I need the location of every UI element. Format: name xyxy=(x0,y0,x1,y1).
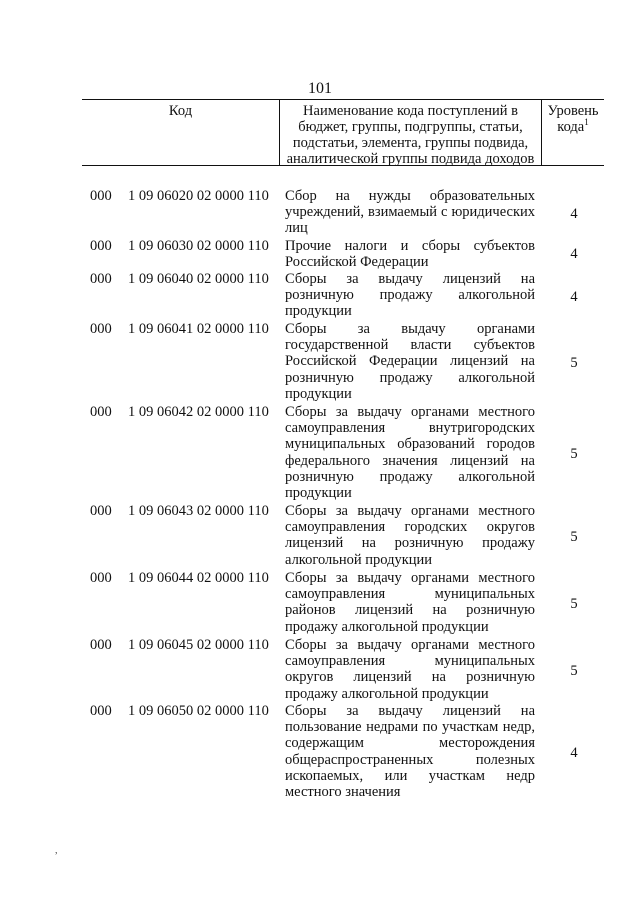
row-name-line: лиц xyxy=(285,220,308,237)
row-code: 1 09 06044 02 0000 110 xyxy=(128,570,269,586)
header-name-line: Наименование кода поступлений в xyxy=(303,103,518,119)
row-name xyxy=(285,238,535,270)
row-name-line: Сбор на нужды образовательных xyxy=(285,188,535,204)
row-name-line: муниципальных образований городов xyxy=(285,436,535,453)
row-code: 1 09 06020 02 0000 110 xyxy=(128,188,269,204)
row-name-line: розничную продажу алкогольной xyxy=(285,468,535,485)
row-admin-code: 000 xyxy=(90,238,112,254)
row-name-line: продажу алкогольной продукции xyxy=(285,618,489,635)
row-level: 5 xyxy=(570,529,578,545)
row-name-line: Сборы за выдачу органами местного xyxy=(285,503,535,519)
row-level: 5 xyxy=(570,355,578,371)
row-code: 1 09 06041 02 0000 110 xyxy=(128,321,269,337)
row-name xyxy=(285,637,535,702)
row-code: 1 09 06050 02 0000 110 xyxy=(128,703,269,719)
row-code: 1 09 06043 02 0000 110 xyxy=(128,503,269,519)
row-name xyxy=(285,404,535,501)
header-level-text: кода xyxy=(557,119,585,135)
row-name-line: Российской Федерации xyxy=(285,254,429,271)
row-name xyxy=(285,271,535,320)
row-level: 4 xyxy=(570,246,578,262)
row-level: 4 xyxy=(570,289,578,305)
row-name-line: пользование недрами по участкам недр, xyxy=(285,719,535,736)
header-level-line1: Уровень xyxy=(547,103,599,119)
row-name-line: Прочие налоги и сборы субъектов xyxy=(285,238,535,254)
row-name-line: продажу алкогольной продукции xyxy=(285,685,489,702)
row-name xyxy=(285,503,535,568)
row-name-line: продукции xyxy=(285,385,352,402)
row-name-line: Сборы за выдачу лицензий на xyxy=(285,271,535,287)
row-level: 4 xyxy=(570,206,578,222)
row-admin-code: 000 xyxy=(90,503,112,519)
row-name xyxy=(285,188,535,237)
row-level: 5 xyxy=(570,446,578,462)
row-admin-code: 000 xyxy=(90,703,112,719)
row-name-line: районов лицензий на розничную xyxy=(285,602,535,619)
row-name-line: розничную продажу алкогольной xyxy=(285,287,535,304)
header-code: Код xyxy=(82,100,280,165)
row-name-line: продукции xyxy=(285,303,352,320)
row-name xyxy=(285,703,535,800)
row-level: 5 xyxy=(570,596,578,612)
row-admin-code: 000 xyxy=(90,188,112,204)
row-name-line: самоуправления муниципальных xyxy=(285,586,535,603)
row-level: 5 xyxy=(570,663,578,679)
row-name-line: алкогольной продукции xyxy=(285,551,433,568)
row-name xyxy=(285,570,535,635)
row-name-line: учреждений, взимаемый с юридических xyxy=(285,204,535,221)
row-name-line: федерального значения лицензий на xyxy=(285,452,535,469)
page-number: 101 xyxy=(308,80,332,97)
row-code: 1 09 06042 02 0000 110 xyxy=(128,404,269,420)
row-name-line: ископаемых, или участкам недр xyxy=(285,767,535,784)
row-name-line: государственной власти субъектов xyxy=(285,337,535,354)
header-name-line: аналитической группы подвида доходов xyxy=(286,151,535,167)
row-admin-code: 000 xyxy=(90,570,112,586)
row-name-line: Сборы за выдачу органами xyxy=(285,321,535,337)
row-name-line: самоуправления муниципальных xyxy=(285,653,535,670)
row-code: 1 09 06045 02 0000 110 xyxy=(128,637,269,653)
row-name xyxy=(285,321,535,402)
row-name-line: продукции xyxy=(285,485,352,502)
row-admin-code: 000 xyxy=(90,271,112,287)
row-name-line: Сборы за выдачу органами местного xyxy=(285,637,535,653)
row-name-line: Сборы за выдачу органами местного xyxy=(285,404,535,420)
row-name-line: самоуправления внутригородских xyxy=(285,420,535,437)
header-level-footnote: 1 xyxy=(584,117,589,128)
row-admin-code: 000 xyxy=(90,321,112,337)
row-name-line: самоуправления городских округов xyxy=(285,519,535,536)
row-admin-code: 000 xyxy=(90,637,112,653)
row-name-line: розничную продажу алкогольной xyxy=(285,369,535,386)
scan-mark: , xyxy=(55,845,58,856)
row-name-line: местного значения xyxy=(285,784,401,801)
row-code: 1 09 06040 02 0000 110 xyxy=(128,271,269,287)
row-name-line: округов лицензий на розничную xyxy=(285,669,535,686)
row-name-line: Российской Федерации лицензий на xyxy=(285,353,535,370)
header-name-line: бюджет, группы, подгруппы, статьи, xyxy=(298,119,523,135)
row-code: 1 09 06030 02 0000 110 xyxy=(128,238,269,254)
header-name-line: подстатьи, элемента, группы подвида, xyxy=(292,135,529,151)
row-name-line: общераспространенных полезных xyxy=(285,751,535,768)
row-name-line: Сборы за выдачу лицензий на xyxy=(285,703,535,719)
row-name-line: лицензий на розничную продажу xyxy=(285,535,535,552)
row-admin-code: 000 xyxy=(90,404,112,420)
row-name-line: Сборы за выдачу органами местного xyxy=(285,570,535,586)
row-name-line: содержащим месторождения xyxy=(285,735,535,752)
row-level: 4 xyxy=(570,745,578,761)
